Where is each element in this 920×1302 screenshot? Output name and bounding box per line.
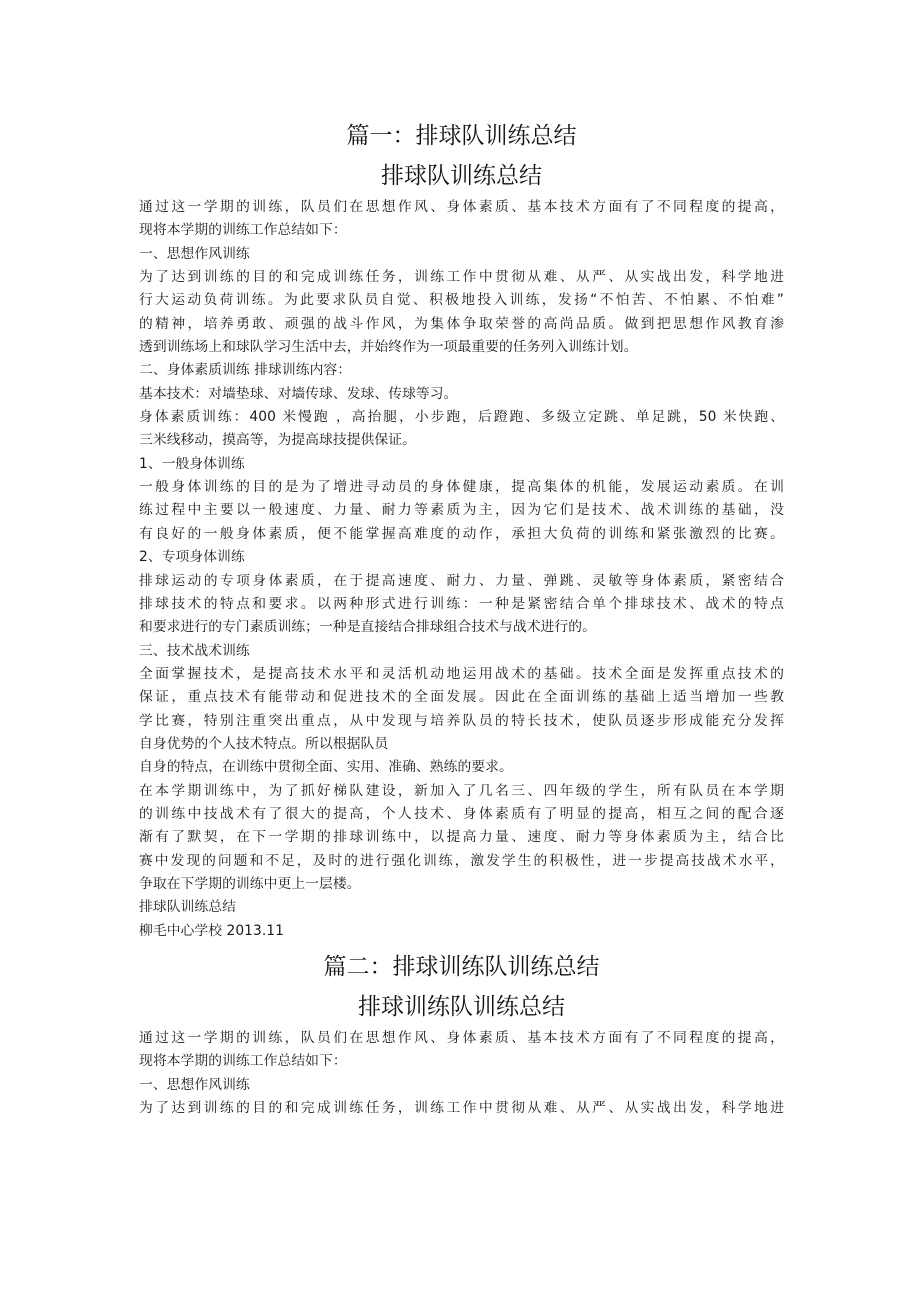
paragraph-line: 为了达到训练的目的和完成训练任务，训练工作中贯彻从难、从严、从实战出发，科学地进 [139,1100,784,1117]
document-body [139,120,784,1120]
paragraph-line: 渐有了默契，在下一学期的排球训练中，以提高力量、速度、耐力等身体素质为主，结合比 [139,829,784,846]
paragraph-line: 学比赛，特别注重突出重点，从中发现与培养队员的特长技术，使队员逐步形成能充分发挥 [139,712,784,729]
signature-line: 柳毛中心学校 2013.11 [139,922,284,939]
paragraph-line: 的精神，培养勇敢、顽强的战斗作风，为集体争取荣誉的高尚品质。做到把思想作风教育渗 [139,315,784,332]
paragraph-line: 通过这一学期的训练，队员们在思想作风、身体素质、基本技术方面有了不同程度的提高， [139,199,784,215]
paragraph-line: 的训练中技战术有了很大的提高，个人技术、身体素质有了明显的提高，相互之间的配合逐 [139,805,784,822]
paragraph-line: 基本技术：对墙垫球、对墙传球、发球、传球等习。 [139,385,458,402]
paragraph-line: 争取在下学期的训练中更上一层楼。 [139,875,361,892]
paragraph-line: 为了达到训练的目的和完成训练任务，训练工作中贯彻从难、从严、从实战出发，科学地进 [139,269,784,286]
paragraph-line: 在本学期训练中，为了抓好梯队建设，新加入了几名三、四年级的学生，所有队员在本学期 [139,782,784,799]
paragraph-line: 有良好的一般身体素质，便不能掌握高难度的动作，承担大负荷的训练和紧张激烈的比赛。 [139,525,784,542]
paragraph-line: 和要求进行的专门素质训练；一种是直接结合排球组合技术与战术进行的。 [139,619,596,636]
paragraph-line: 现将本学期的训练工作总结如下： [139,222,347,239]
section-heading: 1、一般身体训练 [139,455,245,472]
paragraph-line: 练过程中主要以一般速度、力量、耐力等素质为主，因为它们是技术、战术训练的基础，没 [139,502,784,519]
section-heading: 二、身体素质训练 排球训练内容： [139,362,352,379]
paragraph-line: 身体素质训练：400 米慢跑 ，高抬腿，小步跑，后蹬跑、多级立定跳、单足跳，50 米快跑、 [139,409,784,426]
paragraph-line: 自身的特点，在训练中贯彻全面、实用、准确、熟练的要求。 [139,759,513,776]
paragraph-line: 自身优势的个人技术特点。所以根据队员 [139,735,389,752]
paragraph-line: 现将本学期的训练工作总结如下： [139,1053,347,1070]
paragraph-line: 排球技术的特点和要求。以两种形式进行训练：一种是紧密结合单个排球技术、战术的特点 [139,595,784,612]
paragraph-line: 保证，重点技术有能带动和促进技术的全面发展。因此在全面训练的基础上适当增加一些教 [139,689,784,706]
paragraph-line: 三米线移动，摸高等，为提高球技提供保证。 [139,432,416,449]
paragraph-line: 排球运动的专项身体素质，在于提高速度、耐力、力量、弹跳、灵敏等身体素质，紧密结合 [139,572,784,589]
paragraph-line: 透到训练场上和球队学习生活中去，并始终作为一项最重要的任务列入训练计划。 [139,339,638,356]
part2-subtitle: 排球训练队训练总结 [358,994,565,1020]
paragraph-line: 赛中发现的问题和不足，及时的进行强化训练，激发学生的积极性，进一步提高技战术水平， [139,852,784,869]
paragraph-line: 全面掌握技术，是提高技术水平和灵活机动地运用战术的基础。技术全面是发挥重点技术的 [139,665,784,682]
paragraph-line: 通过这一学期的训练，队员们在思想作风、身体素质、基本技术方面有了不同程度的提高， [139,1030,784,1046]
paragraph-line: 一般身体训练的目的是为了增进寻动员的身体健康，提高集体的机能，发展运动素质。在训 [139,479,784,496]
section-heading: 一、思想作风训练 [139,245,250,262]
part1-title: 篇一：排球队训练总结 [346,123,577,149]
part2-title: 篇二：排球训练队训练总结 [323,954,600,980]
signature-line: 排球队训练总结 [139,899,236,916]
paragraph-line: 行大运动负荷训练。为此要求队员自觉、积极地投入训练，发扬“不怕苦、不怕累、不怕难” [139,292,784,309]
section-heading: 2、专项身体训练 [139,549,245,566]
part1-subtitle: 排球队训练总结 [381,163,542,189]
section-heading: 一、思想作风训练 [139,1076,250,1093]
section-heading: 三、技术战术训练 [139,642,250,659]
